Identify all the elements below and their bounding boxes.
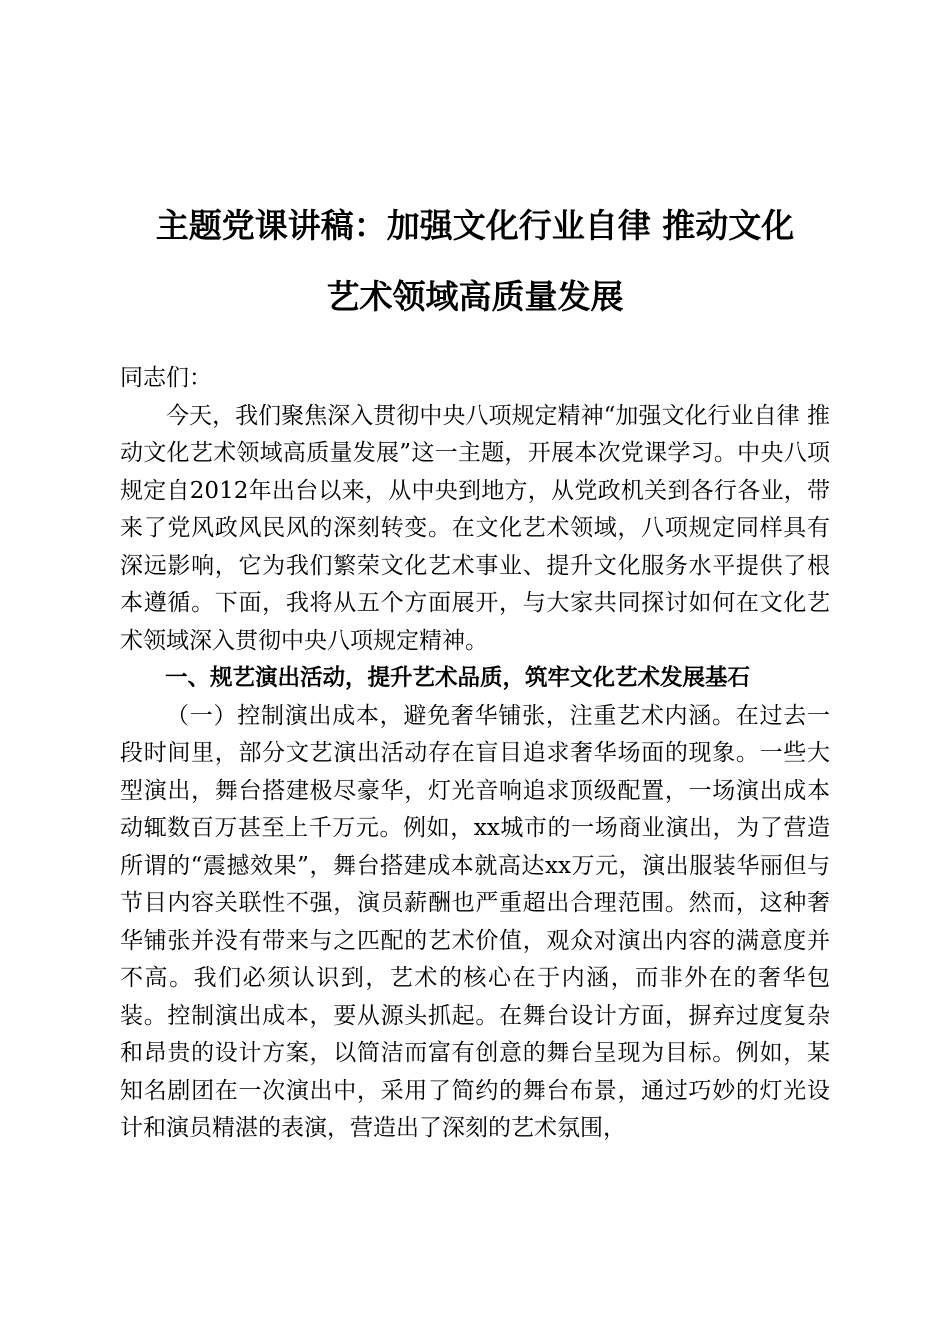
intro-paragraph: 今天，我们聚焦深入贯彻中央八项规定精神“加强文化行业自律 推动文化艺术领域高质量发展”这一主题，开展本次党课学习。中央八项规定自2012年出台以来，从中央到地方，从党政机关到各行各业，带来了党风政风民风的深刻转变。在文化艺术领域，八项规定同样具有深远影响，它为我们繁荣文化艺术事业、提升文化服务水平提供了根本遵循。下面，我将从五个方面展开，与大家共同探讨如何在文化艺术领域深入贯彻中央八项规定精神。 [120,402,830,654]
salutation: 同志们： [120,365,212,391]
title-line-2: 艺术领域高质量发展 [326,277,624,316]
document-title [120,190,830,332]
document-body [120,360,830,1148]
subsection-paragraph-1: （一）控制演出成本，避免奢华铺张，注重艺术内涵。在过去一段时间里，部分文艺演出活动存在盲目追求奢华场面的现象。一些大型演出，舞台搭建极尽豪华，灯光音响追求顶级配置，一场演出成本动辄数百万甚至上千万元。例如，xx城市的一场商业演出，为了营造所谓的“震撼效果”，舞台搭建成本就高达xx万元，演出服装华丽但与节目内容关联性不强，演员薪酬也严重超出合理范围。然而，这种奢华铺张并没有带来与之匹配的艺术价值，观众对演出内容的满意度并不高。我们必须认识到，艺术的核心在于内涵，而非外在的奢华包装。控制演出成本，要从源头抓起。在舞台设计方面，摒弃过度复杂和昂贵的设计方案，以简洁而富有创意的舞台呈现为目标。例如，某知名剧团在一次演出中，采用了简约的舞台布景，通过巧妙的灯光设计和演员精湛的表演，营造出了深刻的艺术氛围， [120,702,830,1141]
title-line-1: 主题党课讲稿：加强文化行业自律 推动文化 [155,206,795,245]
section-heading-1: 一、规艺演出活动，提升艺术品质，筑牢文化艺术发展基石 [165,665,751,691]
